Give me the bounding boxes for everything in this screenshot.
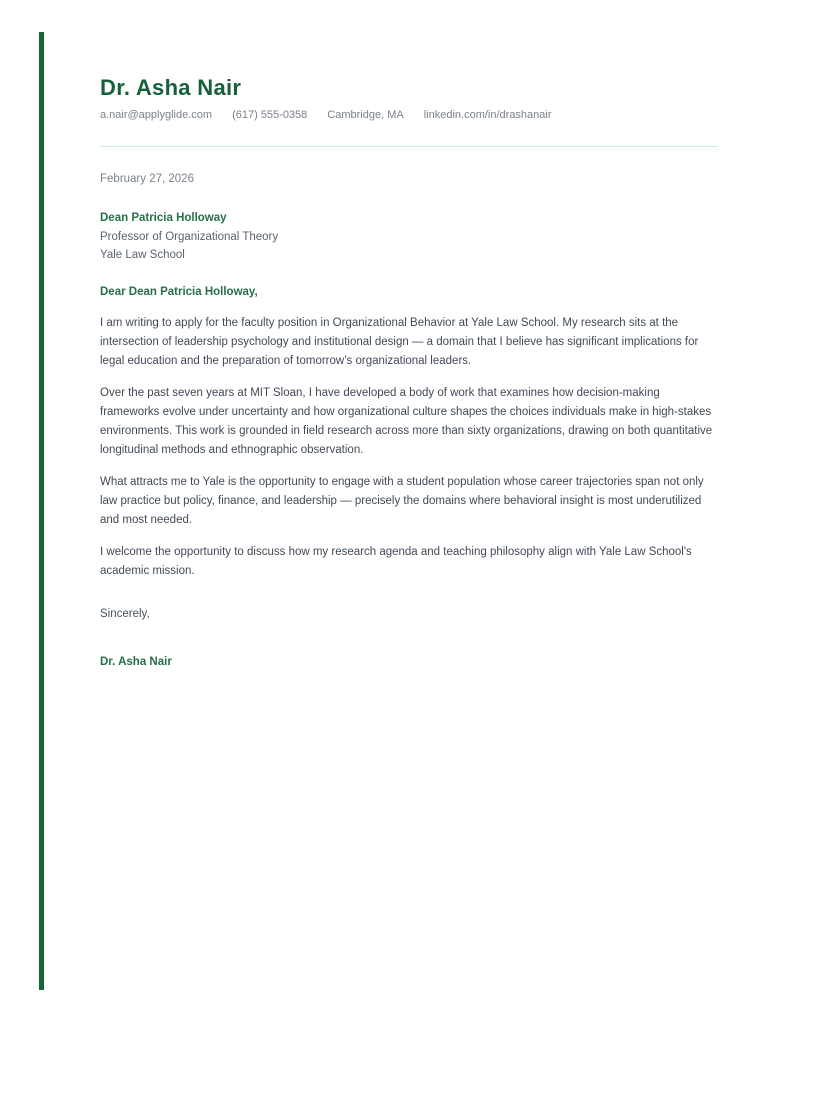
body-paragraph-3: What attracts me to Yale is the opportunity to engage with a student population whose career trajectories span not only law practice but policy, finance, and leadership — precisely the domains where behavioral insight is most underutilized and most needed. xyxy=(100,475,704,526)
contact-row xyxy=(100,109,718,122)
letter-header xyxy=(100,76,718,147)
contact-linkedin: linkedin.com/in/drashanair xyxy=(423,109,552,121)
letter-date: February 27, 2026 xyxy=(100,173,194,185)
body-paragraph-2: Over the past seven years at MIT Sloan, I have developed a body of work that examines how decision-making frameworks evolve under uncertainty and how organizational culture shapes the choices individuals make in high-stakes environments. This work is grounded in field research across more than sixty organizations, drawing on both quantitative longitudinal methods and ethnographic observation. xyxy=(100,386,713,456)
contact-email: a.nair@applyglide.com xyxy=(100,109,213,121)
body-paragraph-4: I welcome the opportunity to discuss how my research agenda and teaching philosophy align with Yale Law School's academic mission. xyxy=(100,545,692,577)
letter-content xyxy=(100,76,718,669)
recipient-block xyxy=(100,209,718,265)
accent-bar xyxy=(39,32,44,990)
salutation: Dear Dean Patricia Holloway, xyxy=(100,285,258,298)
recipient-title: Professor of Organizational Theory xyxy=(100,230,279,243)
header-divider xyxy=(100,146,718,147)
recipient-name: Dean Patricia Holloway xyxy=(100,212,227,224)
contact-location: Cambridge, MA xyxy=(327,109,404,121)
page-title: Dr. Asha Nair xyxy=(100,75,242,100)
recipient-organization: Yale Law School xyxy=(100,249,185,261)
closing: Sincerely, xyxy=(100,607,150,620)
body-paragraph-1: I am writing to apply for the faculty position in Organizational Behavior at Yale Law School. My research sits at the intersection of leadership psychology and institutional design — a domain that I believe has significant implications for legal education and the preparation of tomorrow’s organizational leaders. xyxy=(100,316,699,367)
signature-name: Dr. Asha Nair xyxy=(100,655,172,668)
contact-phone: (617) 555-0358 xyxy=(232,109,308,121)
